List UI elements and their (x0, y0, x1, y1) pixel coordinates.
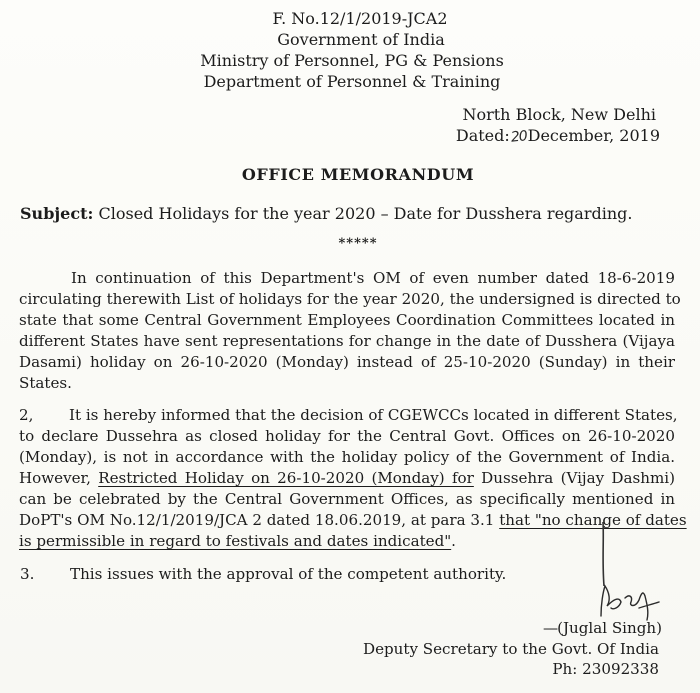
separator: ***** (338, 236, 378, 251)
para2-line-7 (19, 531, 675, 552)
no-change-underlined: that "no change of dates (499, 511, 687, 529)
permissible-underlined: is permissible in regard to festivals and dates indicated" (19, 532, 452, 550)
place-and-date (456, 104, 660, 148)
handwritten-date: 20 (509, 128, 528, 146)
para2-line-1 (19, 405, 678, 426)
para1-line: States. (19, 374, 72, 392)
para2-line-4 (19, 468, 675, 489)
date-line (456, 125, 660, 148)
para1-line: Dasami) holiday on 26-10-2020 (Monday) instead of 25-10-2020 (Sunday) in their (19, 353, 675, 371)
signature-scribble (595, 578, 665, 624)
para3-number: 3. (20, 565, 35, 583)
para3-text: This issues with the approval of the competent authority. (70, 565, 507, 583)
para1-line: In continuation of this Department's OM of even number dated 18-6-2019 (71, 269, 675, 287)
memo-title: OFFICE MEMORANDUM (241, 165, 475, 184)
para1-line: different States have sent representations for change in the date of Dusshera (Vijaya (19, 332, 675, 350)
para2-however: However, (19, 469, 91, 487)
signatory-name: —(Juglal Singh) (542, 619, 662, 637)
paragraph-1 (19, 268, 681, 394)
ministry-name: Ministry of Personnel, PG & Pensions (200, 51, 504, 70)
subject-line (20, 204, 632, 223)
para2-line-2: to declare Dussehra as closed holiday for the Central Govt. Offices on 26-10-2020 (19, 427, 675, 445)
para2-period: . (451, 532, 456, 550)
para2-line-6 (19, 510, 687, 531)
para2-line-3: (Monday), is not in accordance with the holiday policy of the Government of India. (19, 448, 675, 466)
paragraph-2 (19, 405, 687, 552)
subject-label: Subject: (20, 204, 94, 223)
signatory-phone: Ph: 23092338 (552, 660, 659, 678)
dated-rest: December, 2019 (527, 126, 660, 145)
para2-number: 2, (19, 406, 34, 424)
signatory-designation: Deputy Secretary to the Govt. Of India (362, 640, 659, 658)
letterhead (0, 8, 700, 92)
department-name: Department of Personnel & Training (203, 72, 501, 91)
para2-text: It is hereby informed that the decision of CGEWCCs located in different States, (69, 406, 678, 424)
para2-om-ref: DoPT's OM No.12/1/2019/JCA 2 dated 18.06.2019, at para 3.1 (19, 511, 495, 529)
subject-text: Closed Holidays for the year 2020 – Date for Dusshera regarding. (98, 204, 633, 223)
dated-label: Dated: (455, 126, 510, 145)
government-name: Government of India (277, 30, 445, 49)
file-number: F. No.12/1/2019-JCA2 (272, 9, 448, 28)
para2-dussehra: Dussehra (Vijay Dashmi) (481, 469, 675, 487)
para2-line-5: can be celebrated by the Central Government Offices, as specifically mentioned in (19, 490, 675, 508)
location: North Block, New Delhi (462, 105, 656, 124)
restricted-holiday-underlined: Restricted Holiday on 26-10-2020 (Monday) for (98, 469, 474, 487)
paragraph-3 (20, 565, 506, 583)
signatory-name-text: (Juglal Singh) (557, 619, 662, 637)
para1-line: state that some Central Government Employees Coordination Committees located in (19, 311, 675, 329)
para1-line: circulating therewith List of holidays for the year 2020, the undersigned is directed to (19, 290, 681, 308)
